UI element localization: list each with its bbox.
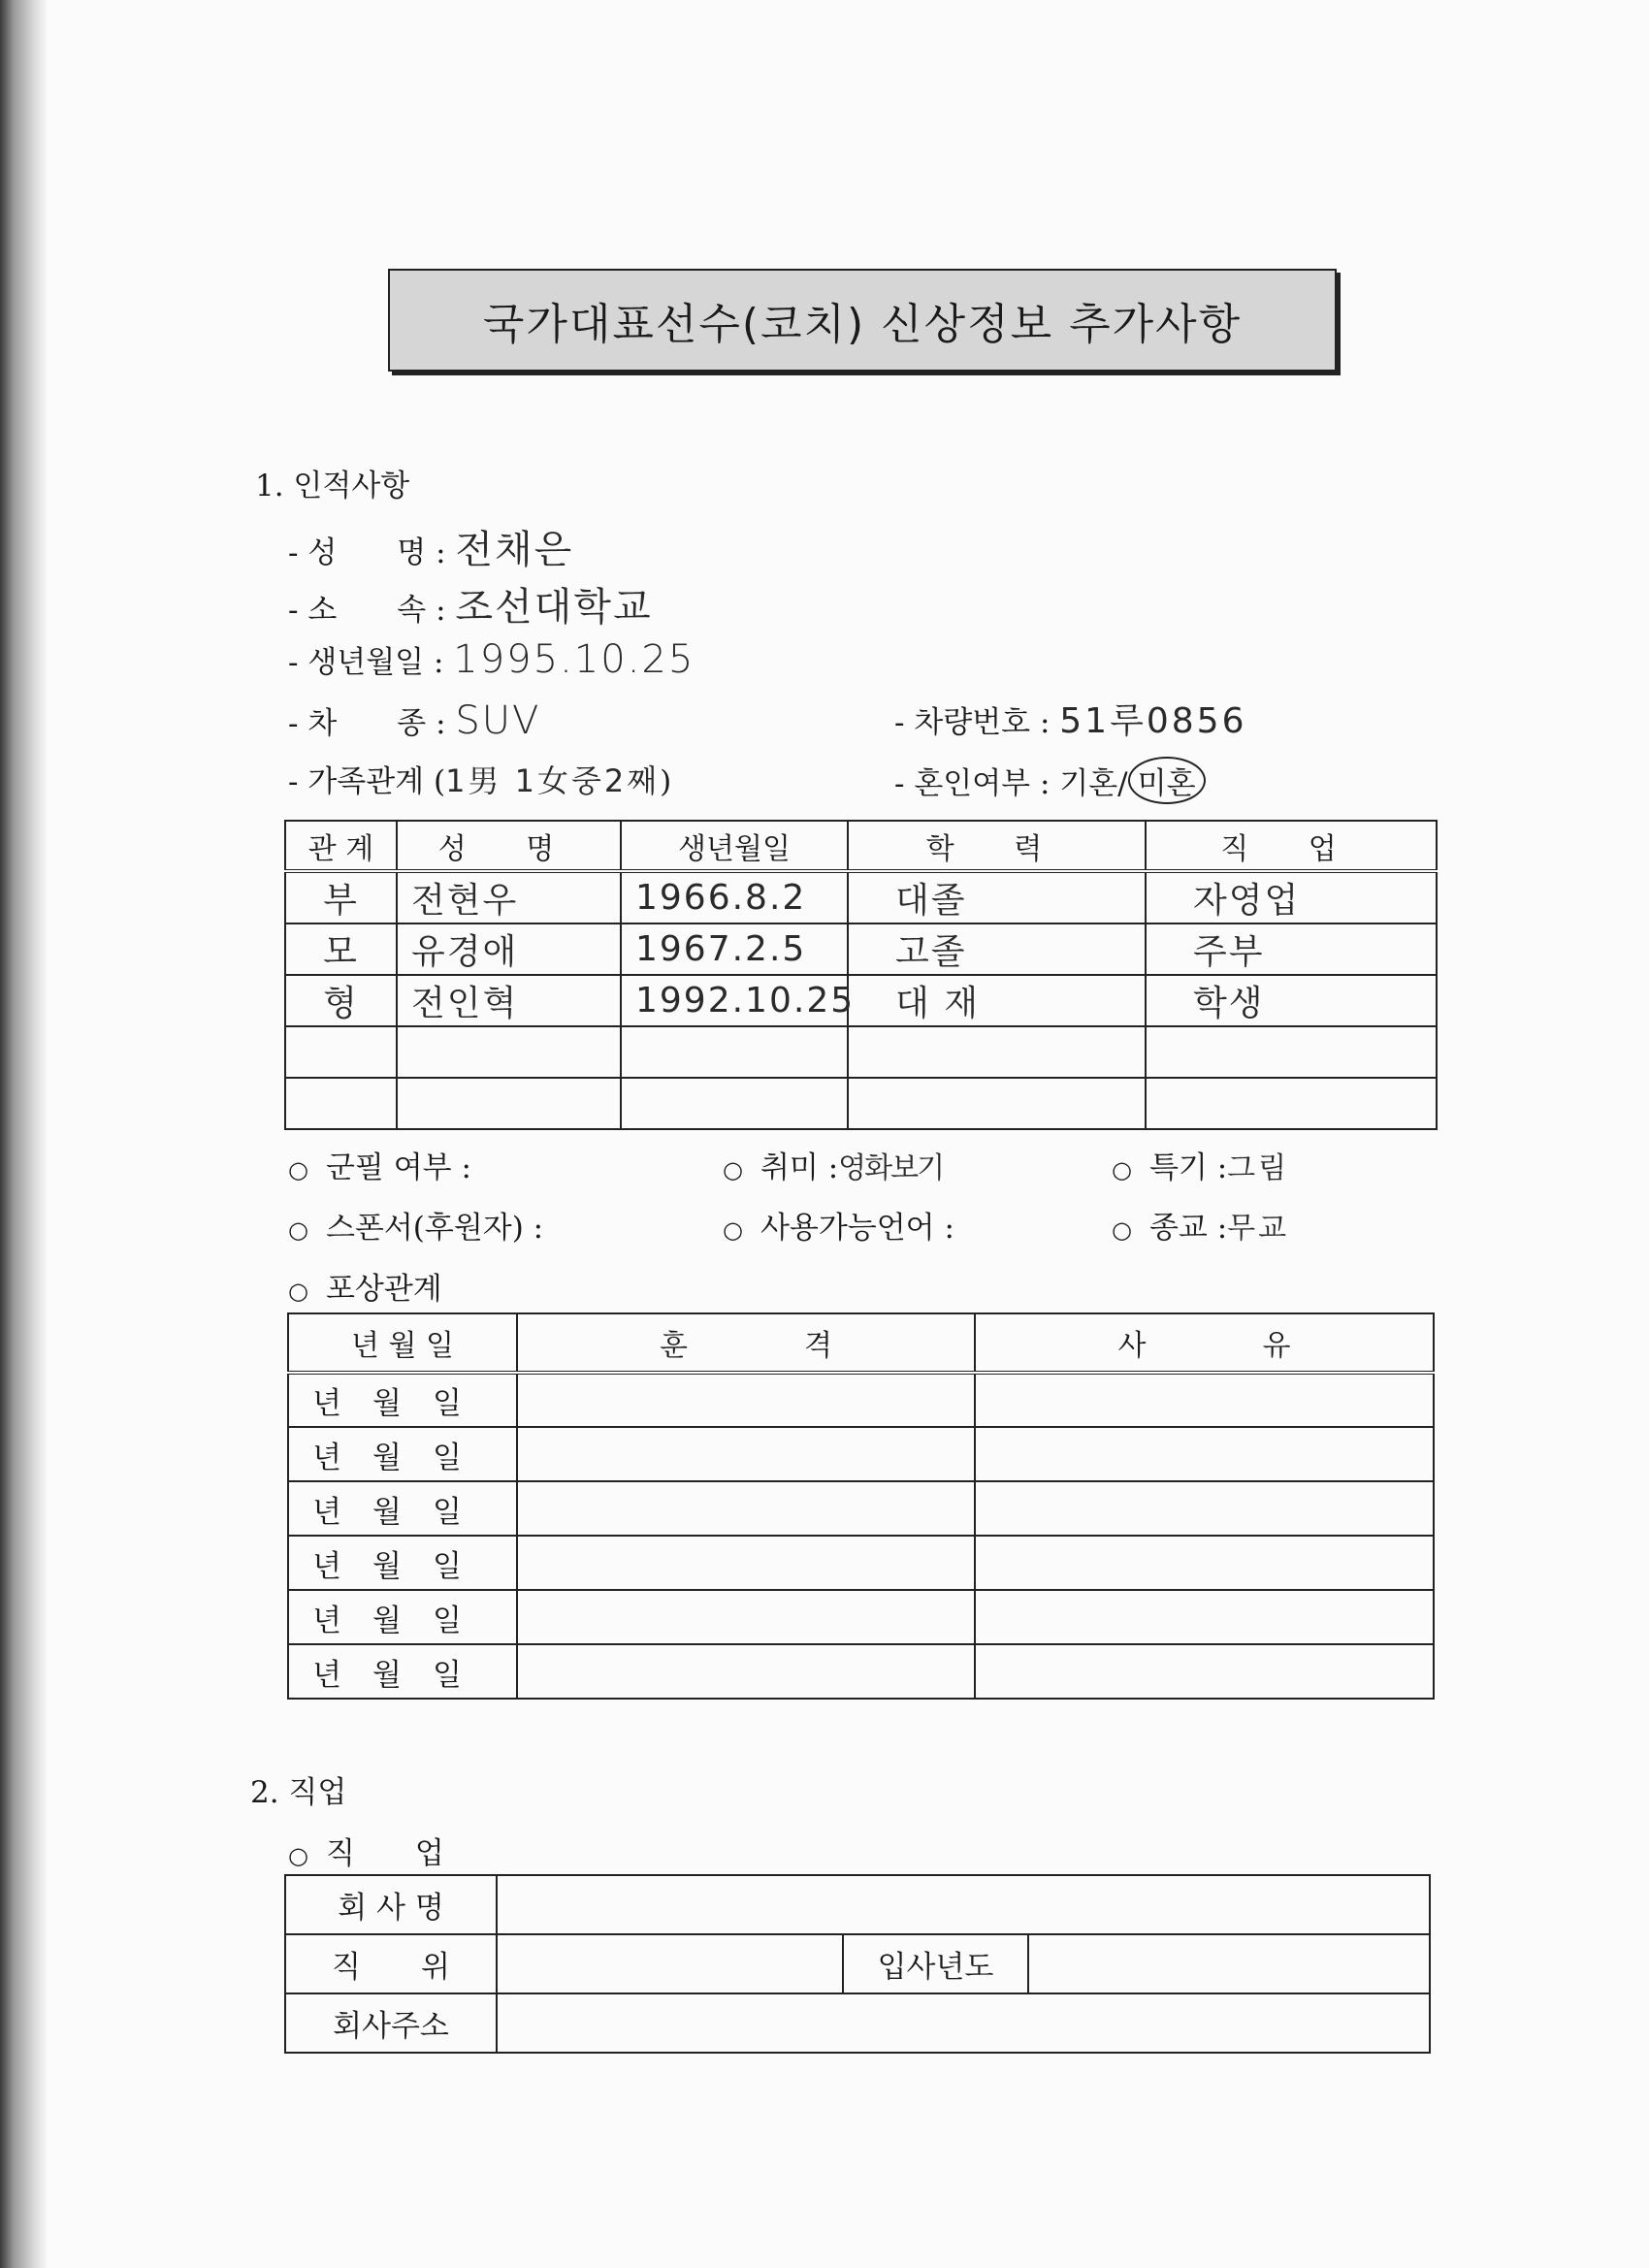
reason-cell[interactable] <box>975 1427 1434 1481</box>
address-input[interactable] <box>497 1993 1430 2053</box>
job-cell[interactable] <box>1146 1026 1437 1078</box>
birth-value[interactable]: 1995.10.25 <box>453 637 695 682</box>
awards-label: 포상관계 <box>325 1272 442 1307</box>
name-cell[interactable]: 전현우 <box>397 871 621 923</box>
birth-cell[interactable] <box>621 1026 848 1078</box>
sponsor-label: 스폰서(후원자) : <box>325 1211 544 1246</box>
name-cell[interactable] <box>397 1026 621 1078</box>
address-label: 회사주소 <box>285 1993 497 2053</box>
position-input[interactable] <box>497 1934 843 1993</box>
award-cell[interactable] <box>517 1536 975 1590</box>
talent-item <box>1112 1143 1289 1186</box>
job-cell[interactable]: 주부 <box>1146 923 1437 975</box>
education-cell[interactable]: 대졸 <box>848 871 1146 923</box>
name-row <box>288 519 573 574</box>
bullet-icon: ○ <box>288 1842 308 1869</box>
table-row <box>285 1934 1430 1993</box>
education-cell[interactable] <box>848 1026 1146 1078</box>
reason-cell[interactable] <box>975 1536 1434 1590</box>
reason-cell[interactable] <box>975 1481 1434 1536</box>
birth-label: - 생년월일 : <box>288 645 444 680</box>
military-label: 군필 여부 : <box>325 1150 471 1185</box>
date-label: 년월일 <box>288 1644 517 1699</box>
header-award-grade: 훈 격 <box>517 1313 975 1373</box>
scan-edge <box>0 0 47 2268</box>
table-row <box>288 1373 1434 1427</box>
date-label: 년월일 <box>288 1590 517 1644</box>
family-close: ) <box>660 764 672 799</box>
bullet-icon: ○ <box>288 1278 308 1305</box>
relation-cell[interactable]: 부 <box>285 871 397 923</box>
date-label: 년월일 <box>288 1536 517 1590</box>
job-cell[interactable]: 자영업 <box>1146 871 1437 923</box>
date-label: 년월일 <box>288 1373 517 1427</box>
table-row <box>288 1427 1434 1481</box>
table-row <box>285 871 1437 923</box>
company-input[interactable] <box>497 1875 1430 1934</box>
reason-cell[interactable] <box>975 1644 1434 1699</box>
header-birth: 생년월일 <box>621 821 848 871</box>
table-row <box>285 1026 1437 1078</box>
company-label: 회 사 명 <box>285 1875 497 1934</box>
plate-row <box>894 694 1246 743</box>
awards-table <box>287 1312 1435 1700</box>
table-row <box>285 923 1437 975</box>
car-row <box>288 698 540 743</box>
award-cell[interactable] <box>517 1373 975 1427</box>
relation-cell[interactable]: 형 <box>285 975 397 1026</box>
header-date: 년 월 일 <box>288 1313 517 1373</box>
job-item <box>288 1829 444 1872</box>
hobby-item <box>723 1143 943 1186</box>
relation-cell[interactable] <box>285 1026 397 1078</box>
language-item <box>723 1203 954 1247</box>
awards-table-header <box>288 1313 1434 1373</box>
bullet-icon: ○ <box>1112 1216 1132 1244</box>
bullet-icon: ○ <box>1112 1156 1132 1183</box>
award-cell[interactable] <box>517 1590 975 1644</box>
bullet-icon: ○ <box>723 1156 743 1183</box>
section-heading-personal: 1. 인적사항 <box>255 469 410 503</box>
birth-row <box>288 637 695 682</box>
job-cell[interactable] <box>1146 1078 1437 1129</box>
header-job: 직 업 <box>1146 821 1437 871</box>
table-row <box>285 975 1437 1026</box>
education-cell[interactable]: 대 재 <box>848 975 1146 1026</box>
table-row <box>288 1590 1434 1644</box>
birth-cell[interactable]: 1992.10.25 <box>621 975 848 1026</box>
awards-item <box>288 1264 442 1308</box>
header-relation: 관 계 <box>285 821 397 871</box>
reason-cell[interactable] <box>975 1590 1434 1644</box>
award-cell[interactable] <box>517 1481 975 1536</box>
marriage-option-single[interactable]: 미혼 <box>1128 757 1206 804</box>
marriage-row <box>894 757 1206 804</box>
affiliation-row <box>288 576 653 632</box>
affiliation-value[interactable]: 조선대학교 <box>455 585 653 630</box>
table-row <box>285 1078 1437 1129</box>
bullet-icon: ○ <box>723 1216 743 1244</box>
family-table-header <box>285 821 1437 871</box>
name-label: - 성 명 : <box>288 535 446 570</box>
occupation-table <box>284 1874 1431 2054</box>
date-label: 년월일 <box>288 1481 517 1536</box>
religion-value[interactable]: 무교 <box>1227 1212 1290 1246</box>
header-name: 성 명 <box>397 821 621 871</box>
family-row <box>288 757 671 801</box>
family-label: - 가족관계 ( <box>288 764 446 799</box>
religion-label: 종교 : <box>1148 1211 1228 1246</box>
name-cell[interactable]: 전인혁 <box>397 975 621 1026</box>
join-year-label: 입사년도 <box>843 1934 1028 1993</box>
table-row <box>288 1481 1434 1536</box>
marriage-label: - 혼인여부 : <box>894 766 1051 801</box>
car-value[interactable]: SUV <box>455 698 541 743</box>
name-value[interactable]: 전채은 <box>455 528 574 572</box>
hobby-value[interactable]: 영화보기 <box>838 1151 944 1185</box>
bullet-icon: ○ <box>288 1156 308 1183</box>
hobby-label: 취미 : <box>760 1150 839 1185</box>
table-row <box>288 1644 1434 1699</box>
birth-cell[interactable]: 1967.2.5 <box>621 923 848 975</box>
talent-value[interactable]: 그림 <box>1227 1151 1290 1185</box>
award-cell[interactable] <box>517 1427 975 1481</box>
name-cell[interactable] <box>397 1078 621 1129</box>
birth-cell[interactable]: 1966.8.2 <box>621 871 848 923</box>
position-label: 직 위 <box>285 1934 497 1993</box>
job-label: 직 업 <box>325 1836 444 1871</box>
sponsor-item <box>288 1203 543 1247</box>
car-label: - 차 종 : <box>288 706 446 741</box>
section-heading-occupation: 2. 직업 <box>250 1775 347 1810</box>
language-label: 사용가능언어 : <box>760 1211 954 1246</box>
header-reason: 사 유 <box>975 1313 1434 1373</box>
reason-cell[interactable] <box>975 1373 1434 1427</box>
relation-cell[interactable]: 모 <box>285 923 397 975</box>
header-education: 학 력 <box>848 821 1146 871</box>
marriage-option-married[interactable]: 기혼/ <box>1059 766 1128 801</box>
document-title: 국가대표선수(코치) 신상정보 추가사항 <box>388 269 1337 372</box>
table-row <box>285 1993 1430 2053</box>
relation-cell[interactable] <box>285 1078 397 1129</box>
award-cell[interactable] <box>517 1644 975 1699</box>
talent-label: 특기 : <box>1148 1150 1228 1185</box>
table-row <box>288 1536 1434 1590</box>
education-cell[interactable]: 고졸 <box>848 923 1146 975</box>
birth-cell[interactable] <box>621 1078 848 1129</box>
table-row <box>285 1875 1430 1934</box>
family-table <box>284 820 1438 1130</box>
name-cell[interactable]: 유경애 <box>397 923 621 975</box>
date-label: 년월일 <box>288 1427 517 1481</box>
join-year-input[interactable] <box>1028 1934 1430 1993</box>
military-item <box>288 1143 471 1186</box>
job-cell[interactable]: 학생 <box>1146 975 1437 1026</box>
plate-value[interactable]: 51루0856 <box>1059 701 1247 741</box>
education-cell[interactable] <box>848 1078 1146 1129</box>
plate-label: - 차량번호 : <box>894 705 1051 740</box>
religion-item <box>1112 1203 1289 1247</box>
bullet-icon: ○ <box>288 1216 308 1244</box>
family-value[interactable]: 1男 1女중2째 <box>445 762 661 799</box>
affiliation-label: - 소 속 : <box>288 593 446 628</box>
